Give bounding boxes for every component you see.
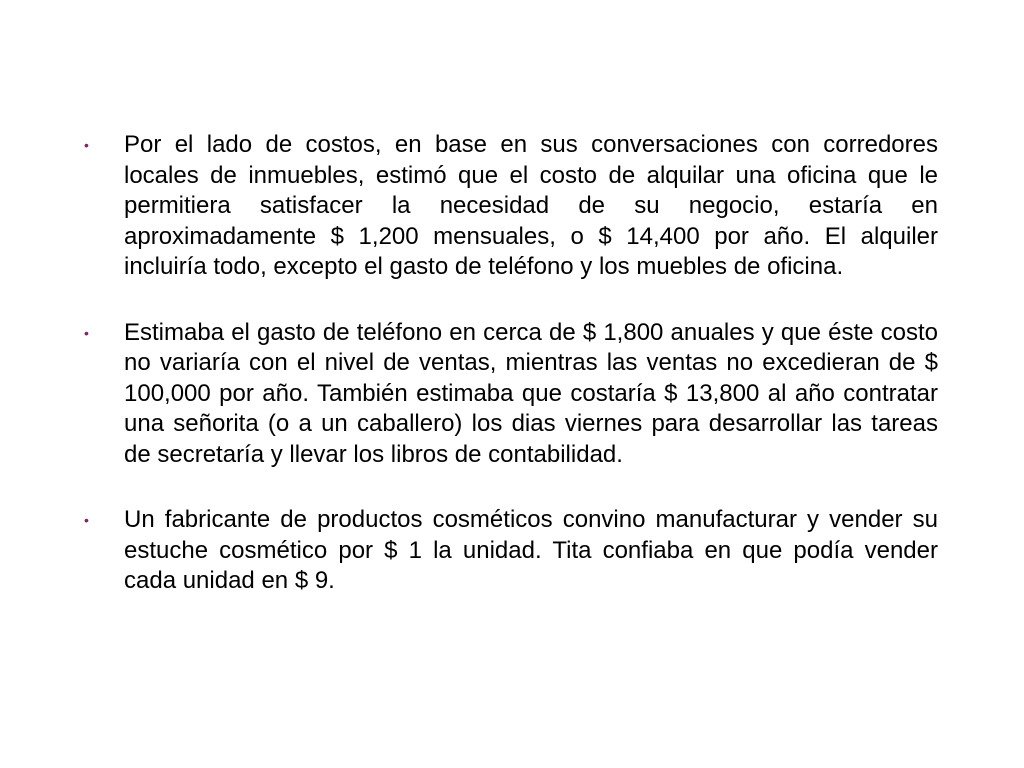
bullet-icon: • bbox=[84, 512, 89, 528]
bullet-item-costs bbox=[84, 130, 938, 283]
bullet-text: Por el lado de costos, en base en sus conversaciones con corredores locales de inmuebles, estimó que el costo de alquilar una oficina que le permitiera satisfacer la necesidad de su negocio, estaría en aproximadamente $ 1,200 mensuales, o $ 14,400 por año. El alquiler incluiría todo, excepto el gasto de teléfono y los muebles de oficina. bbox=[124, 131, 938, 280]
bullet-icon: • bbox=[84, 137, 89, 153]
bullet-item-manufacturer bbox=[84, 505, 938, 597]
bullet-item-phone-expenses bbox=[84, 318, 938, 471]
bullet-list bbox=[84, 130, 938, 632]
bullet-text: Un fabricante de productos cosméticos convino manufacturar y vender su estuche cosmético por $ 1 la unidad. Tita confiaba en que podía vender cada unidad en $ 9. bbox=[124, 506, 938, 594]
bullet-icon: • bbox=[84, 324, 89, 341]
bullet-text: Estimaba el gasto de teléfono en cerca de $ 1,800 anuales y que éste costo no variaría con el nivel de ventas, mientras las ventas no excedieran de $ 100,000 por año. También estimaba que costaría $ 13,800 al año contratar una señorita (o a un caballero) los dias viernes para desarrollar las tareas de secretaría y llevar los libros de contabilidad. bbox=[124, 318, 938, 468]
